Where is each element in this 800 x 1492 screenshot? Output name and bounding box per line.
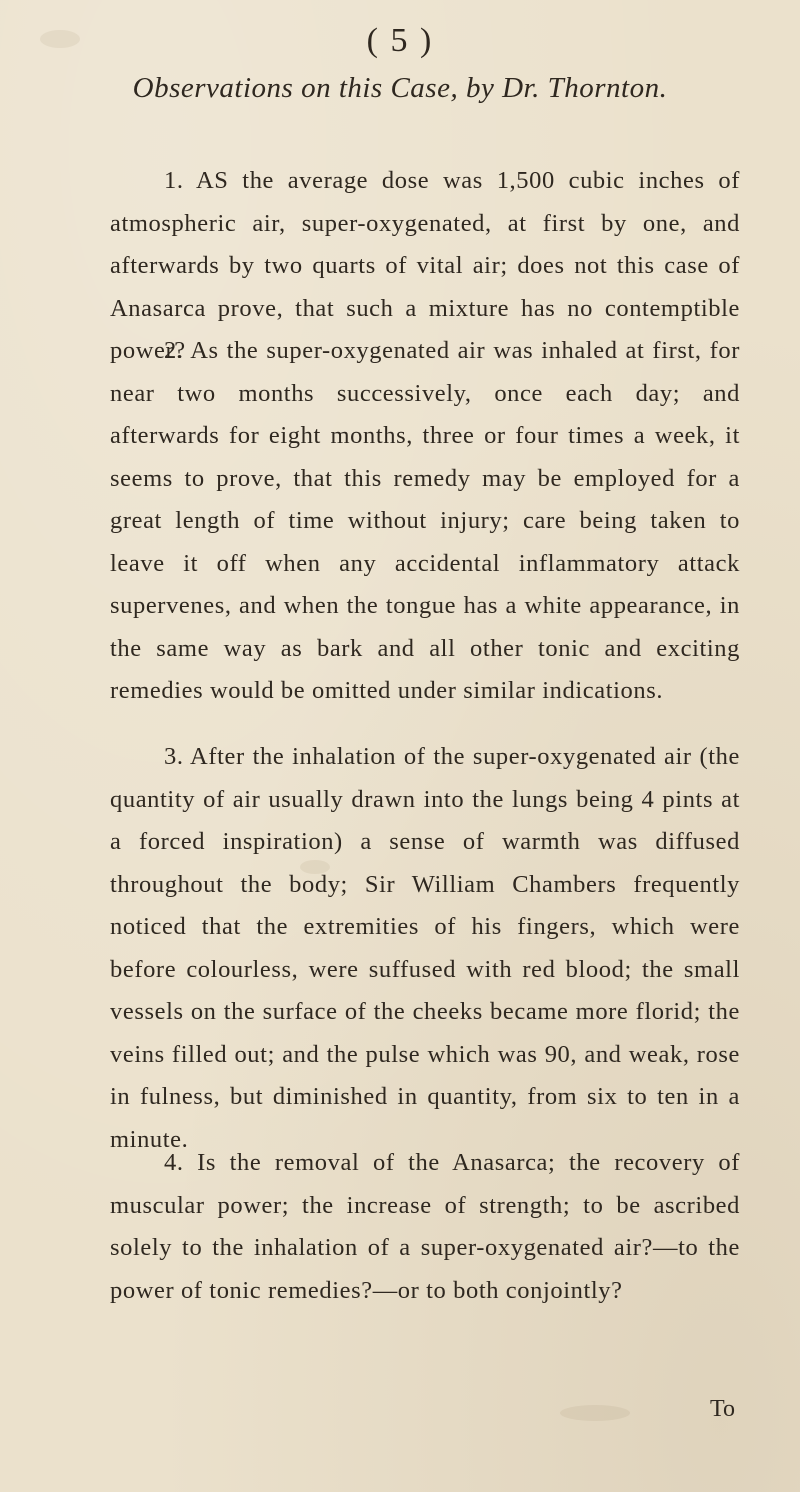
page-number: ( 5 ) xyxy=(366,22,434,59)
paragraph-3: 3. After the inhalation of the super-oxygenated air (the quantity of air usually drawn into the lungs being 4 pints at a forced inspiration) a sense of warmth was diffused throughout the body; Sir William Chambers frequently noticed that the extremities of his fingers, which were before colourless, were suffused with red blood; the small vessels on the surface of the cheeks became more florid; the veins filled out; and the pulse which was 90, and weak, rose in fulness, but diminished in quantity, from six to ten in a minute. xyxy=(110,743,740,1153)
paragraph-2: 2. As the super-oxygenated air was inhaled at first, for near two months successively, once each day; and afterwards for eight months, three or four times a week, it seems to prove, that this remedy may be employed for a great length of time without injury; care being taken to leave it off when any accidental inflammatory attack supervenes, and when the tongue has a white appearance, in the same way as bark and all other tonic and exciting remedies would be omitted under similar indications. xyxy=(110,337,740,704)
paragraph-4: 4. Is the removal of the Anasarca; the recovery of muscular power; the increase of strength; to be ascribed solely to the inhalation of a super-oxygenated air?—to the power of tonic remedies?—or to both conjointly? xyxy=(110,1149,740,1304)
paper-stain xyxy=(560,1405,630,1421)
paragraph-1: 1. AS the average dose was 1,500 cubic inches of atmospheric air, super-oxygenated, at first by one, and afterwards by two quarts of vital air; does not this case of Anasarca prove, that such a mixture has no contemptible power? xyxy=(110,167,740,364)
catchword: To xyxy=(710,1396,735,1422)
page-heading: Observations on this Case, by Dr. Thornton. xyxy=(132,72,668,104)
